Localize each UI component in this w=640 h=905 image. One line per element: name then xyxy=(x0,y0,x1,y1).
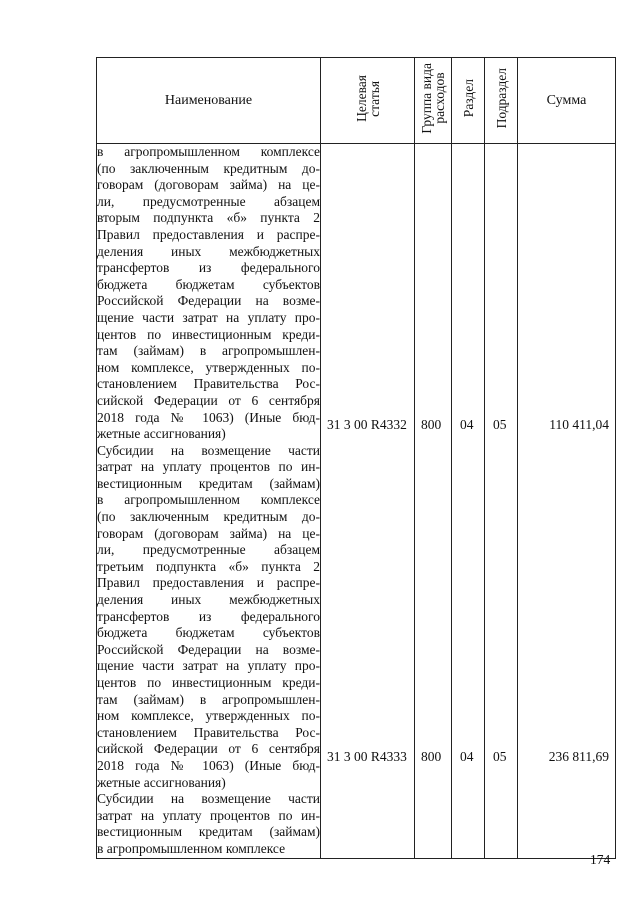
text-line: щение части затрат на уплату про- xyxy=(97,309,320,325)
text-line: жетные ассигнования) xyxy=(97,774,226,790)
sum-column xyxy=(518,144,616,859)
text-line: вестиционным кредитам (займам) xyxy=(97,824,320,840)
text-line: говорам (договорам займа) на це- xyxy=(97,177,320,193)
text-line: сийской Федерации от 6 сентября xyxy=(97,741,320,757)
text-line: третьим подпункта «б» пункта 2 xyxy=(97,558,320,574)
page-number: 174 xyxy=(590,852,611,867)
text-line: жетные ассигнования) xyxy=(97,426,226,442)
block2-group: 800 xyxy=(421,749,442,764)
target-column xyxy=(321,144,415,859)
text-line: 2018 года № 1063) (Иные бюд- xyxy=(97,757,320,773)
group-column xyxy=(415,144,452,859)
header-name: Наименование xyxy=(97,58,321,144)
text-line: там (займам) в агропромышлен- xyxy=(97,343,320,359)
block3-text xyxy=(97,791,320,857)
text-line: деления иных межбюджетных xyxy=(97,243,320,259)
text-line: вестиционным кредитам (займам) xyxy=(97,475,320,491)
text-line: сийской Федерации от 6 сентября xyxy=(97,392,320,408)
block1-text xyxy=(97,144,320,443)
header-section: Раздел xyxy=(452,58,485,144)
section-column xyxy=(452,144,485,859)
text-line: Правил предоставления и распре- xyxy=(97,226,320,242)
text-line: становлением Правительства Рос- xyxy=(97,376,320,392)
text-line: вторым подпункта «б» пункта 2 xyxy=(97,210,320,226)
text-line: бюджета бюджетам субъектов xyxy=(97,625,320,641)
text-line: в агропромышленном комплексе xyxy=(97,144,320,159)
text-line: бюджета бюджетам субъектов xyxy=(97,276,320,292)
text-line: Субсидии на возмещение части xyxy=(97,791,320,807)
text-line: щение части затрат на уплату про- xyxy=(97,658,320,674)
block2-sum: 236 811,69 xyxy=(548,749,609,764)
header-target-article: Целевая статья xyxy=(321,58,415,144)
text-line: ли, предусмотренные абзацем xyxy=(97,542,320,558)
header-sum: Сумма xyxy=(518,58,616,144)
text-line: затрат на уплату процентов по ин- xyxy=(97,807,320,823)
text-line: там (займам) в агропромышлен- xyxy=(97,691,320,707)
table-header-row xyxy=(97,58,616,144)
block1-subsection: 05 xyxy=(493,417,507,432)
block2-target: 31 3 00 R4333 xyxy=(327,749,407,764)
budget-table xyxy=(96,57,616,859)
text-line: ном комплексе, утвержденных по- xyxy=(97,359,320,375)
text-line: деления иных межбюджетных xyxy=(97,592,320,608)
header-expense-group: Группа вида расходов xyxy=(415,58,452,144)
text-line: центов по инвестиционным креди- xyxy=(97,326,320,342)
text-line: ном комплексе, утвержденных по- xyxy=(97,708,320,724)
text-line: трансфертов из федерального xyxy=(97,260,320,276)
text-line: говорам (договорам займа) на це- xyxy=(97,525,320,541)
text-line: в агропромышленном комплексе xyxy=(97,492,320,508)
text-line: Правил предоставления и распре- xyxy=(97,575,320,591)
text-line: (по заключенным кредитным до- xyxy=(97,160,320,176)
text-line: ли, предусмотренные абзацем xyxy=(97,193,320,209)
block2-text xyxy=(97,443,320,791)
text-line: трансфертов из федерального xyxy=(97,608,320,624)
text-line: затрат на уплату процентов по ин- xyxy=(97,459,320,475)
subsection-column xyxy=(485,144,518,859)
name-cell xyxy=(97,144,321,859)
block2-section: 04 xyxy=(460,749,474,764)
text-line: центов по инвестиционным креди- xyxy=(97,675,320,690)
header-subsection: Подраздел xyxy=(485,58,518,144)
block1-target: 31 3 00 R4332 xyxy=(327,417,407,432)
text-line: Субсидии на возмещение части xyxy=(97,442,320,458)
block1-sum: 110 411,04 xyxy=(549,417,609,432)
text-line: становлением Правительства Рос- xyxy=(97,724,320,740)
block1-section: 04 xyxy=(460,417,474,432)
table-row xyxy=(97,144,616,859)
text-line: 2018 года № 1063) (Иные бюд- xyxy=(97,409,320,425)
block2-subsection: 05 xyxy=(493,749,507,764)
text-line: Российской Федерации на возме- xyxy=(97,641,320,657)
text-line: в агропромышленном комплексе xyxy=(97,840,286,856)
text-line: (по заключенным кредитным до- xyxy=(97,509,320,525)
text-line: Российской Федерации на возме- xyxy=(97,293,320,309)
block1-group: 800 xyxy=(421,417,442,432)
